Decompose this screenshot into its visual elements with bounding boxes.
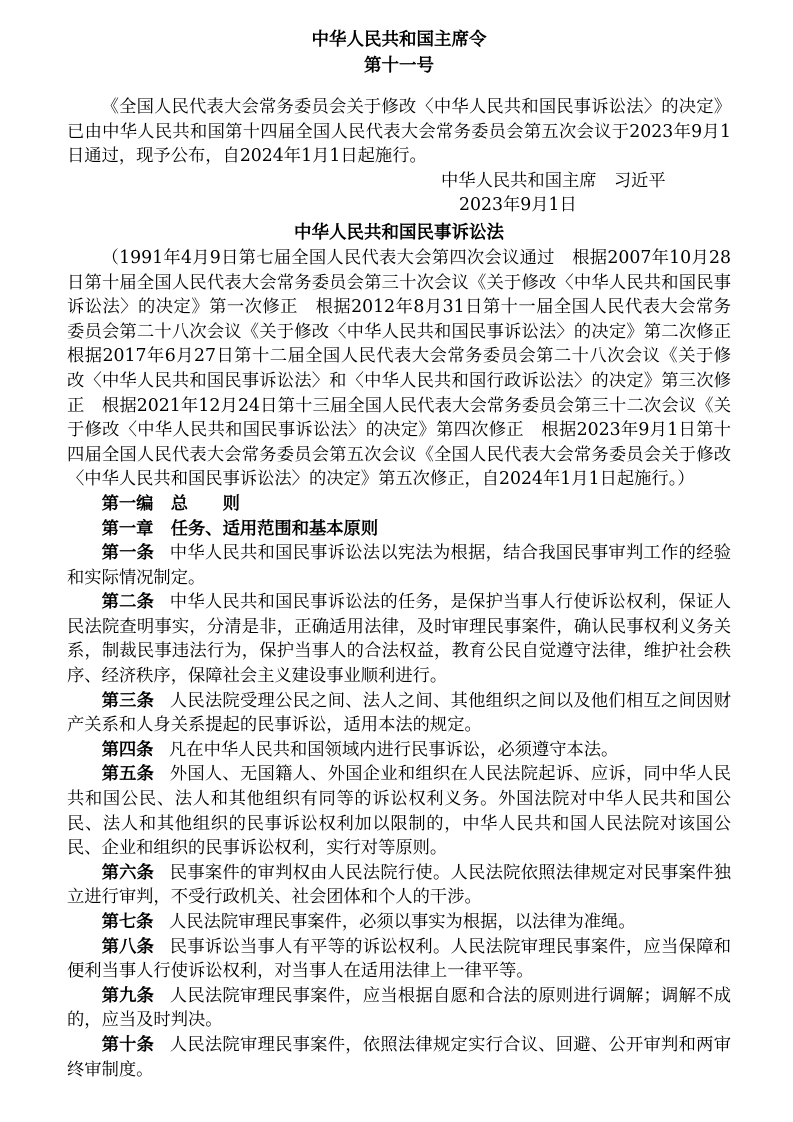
article-list <box>67 541 731 1082</box>
article-text: 民事诉讼当事人有平等的诉讼权利。人民法院审理民事案件，应当保障和便利当事人行使诉讼权利，对当事人在适用法律上一律平等。 <box>67 936 731 982</box>
article-text: 中华人民共和国民事诉讼法以宪法为根据，结合我国民事审判工作的经验和实际情况制定。 <box>67 543 731 588</box>
article <box>67 590 731 688</box>
article-number: 第九条 <box>101 985 155 1006</box>
article <box>67 689 731 738</box>
article-text: 外国人、无国籍人、外国企业和组织在人民法院起诉、应诉，同中华人民共和国公民、法人和其他组织有同等的诉讼权利义务。外国法院对中华人民共和国公民、法人和其他组织的民事诉讼权利加以限制的，中华人民共和国人民法院对该国公民、企业和组织的民事诉讼权利，实行对等原则。 <box>67 764 731 859</box>
article-number: 第五条 <box>101 764 155 785</box>
decree-date: 2023年9月1日 <box>459 195 577 216</box>
article <box>67 861 731 910</box>
article <box>67 910 731 935</box>
article-text: 人民法院审理民事案件，依照法律规定实行合议、回避、公开审判和两审终审制度。 <box>67 1034 731 1080</box>
article-number: 第三条 <box>101 690 155 711</box>
decree-body: 《全国人民代表大会常务委员会关于修改〈中华人民共和国民事诉讼法〉的决定》已由中华人民共和国第十四届全国人民代表大会常务委员会第五次会议于2023年9月1日通过，现予公布，自2024年1月1日起施行。 <box>67 97 731 167</box>
article-text: 人民法院受理公民之间、法人之间、其他组织之间以及他们相互之间因财产关系和人身关系提起的民事诉讼，适用本法的规定。 <box>67 690 731 736</box>
article <box>67 541 731 590</box>
article-number: 第二条 <box>101 592 155 613</box>
article-number: 第十条 <box>101 1034 155 1055</box>
law-title: 中华人民共和国民事诉讼法 <box>294 222 504 243</box>
article-text: 凡在中华人民共和国领域内进行民事诉讼，必须遵守本法。 <box>169 739 619 760</box>
article <box>67 984 731 1033</box>
chapter-heading: 第一章 任务、适用范围和基本原则 <box>101 518 379 539</box>
decree-title: 中华人民共和国主席令 <box>311 30 487 50</box>
part-heading: 第一编 总 则 <box>101 493 240 514</box>
article <box>67 762 731 860</box>
article-text: 民事案件的审判权由人民法院行使。人民法院依照法律规定对民事案件独立进行审判，不受行政机关、社会团体和个人的干涉。 <box>67 862 731 908</box>
article-number: 第八条 <box>101 936 155 957</box>
article-text: 人民法院审理民事案件，应当根据自愿和合法的原则进行调解；调解不成的，应当及时判决。 <box>67 985 731 1031</box>
article-number: 第七条 <box>101 912 154 932</box>
article-text: 中华人民共和国民事诉讼法的任务，是保护当事人行使诉讼权利，保证人民法院查明事实，分清是非，正确适用法律，及时审理民事案件，确认民事权利义务关系，制裁民事违法行为，保护当事人的合法权益，教育公民自觉遵守法律，维护社会秩序、经济秩序，保障社会主义建设事业顺利进行。 <box>67 592 731 687</box>
decree-signer: 中华人民共和国主席 习近平 <box>441 170 666 191</box>
article-number: 第一条 <box>101 543 155 564</box>
law-history: （1991年4月9日第七届全国人民代表大会第四次会议通过 根据2007年10月28日第十届全国人民代表大会常务委员会第三十次会议《关于修改〈中华人民共和国民事诉讼法〉的决定》第一次修正 根据2012年8月31日第十一届全国人民代表大会常务委员会第二十八次会议《关于修改〈中华人民共和国民事诉讼法〉的决定》第二次修正 根据2017年6月27日第十二届全国人民代表大会常务委员会第二十八次会议《关于修改〈中华人民共和国民事诉讼法〉和〈中华人民共和国行政诉讼法〉的决定》第三次修正 根据2021年12月24日第十三届全国人民代表大会常务委员会第三十二次会议《关于修改〈中华人民共和国民事诉讼法〉的决定》第四次修正 根据2023年9月1日第十四届全国人民代表大会常务委员会第五次会议《全国人民代表大会常务委员会关于修改〈中华人民共和国民事诉讼法〉的决定》第五次修正，自2024年1月1日起施行。） <box>67 247 749 490</box>
article <box>67 738 731 763</box>
article <box>67 935 731 984</box>
article-number: 第四条 <box>101 739 154 760</box>
decree-number: 第十一号 <box>364 56 434 76</box>
article-number: 第六条 <box>101 862 155 883</box>
article <box>67 1033 731 1082</box>
article-text: 人民法院审理民事案件，必须以事实为根据，以法律为准绳。 <box>169 912 636 932</box>
